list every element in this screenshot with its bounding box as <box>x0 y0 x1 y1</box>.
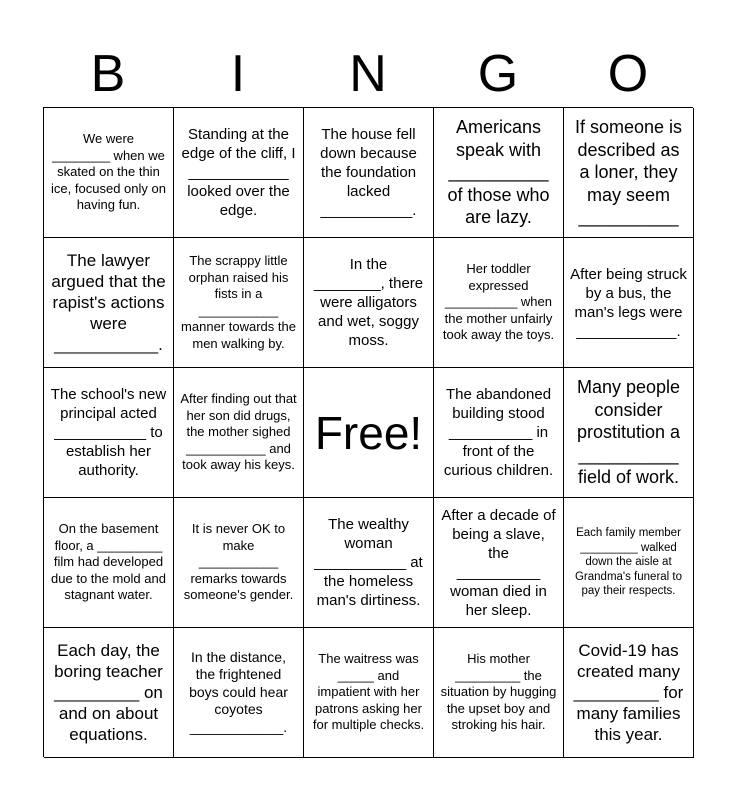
cell-text: We were ________ when we skated on the thin ice, focused only on having fun. <box>51 131 166 213</box>
cell-text: The wealthy woman ___________ at the homeless man's dirtiness. <box>314 516 423 609</box>
bingo-cell <box>564 108 694 238</box>
cell-text: The scrappy little orphan raised his fists in a ___________ manner towards the men walking by. <box>181 253 296 351</box>
bingo-cell <box>44 368 174 498</box>
cell-text: After being struck by a bus, the man's legs were ____________. <box>570 265 687 340</box>
bingo-cell <box>174 108 304 238</box>
bingo-cell <box>434 368 564 498</box>
bingo-cell <box>304 628 434 758</box>
cell-text: Her toddler expressed __________ when the mother unfairly took away the toys. <box>442 261 555 343</box>
cell-text: It is never OK to make ___________ remarks towards someone's gender. <box>183 521 294 603</box>
bingo-cell <box>564 628 694 758</box>
cell-text: The abandoned building stood __________ in front of the curious children. <box>443 386 554 479</box>
bingo-cell <box>564 368 694 498</box>
cell-text: The house fell down because the foundation lacked ___________. <box>320 126 417 219</box>
cell-text: In the ________, there were alligators and wet, soggy moss. <box>313 256 424 349</box>
bingo-header <box>43 40 693 108</box>
header-letter-b: B <box>90 45 126 103</box>
cell-text: Standing at the edge of the cliff, I ____________ looked over the edge. <box>181 126 296 219</box>
cell-text: Many people consider prostitution a __________ field of work. <box>576 377 681 488</box>
bingo-grid <box>43 107 693 757</box>
bingo-cell <box>304 108 434 238</box>
header-letter-n: N <box>349 45 387 103</box>
cell-text: The lawyer argued that the rapist's actions were ___________. <box>51 251 166 354</box>
bingo-cell <box>44 498 174 628</box>
bingo-cell <box>44 238 174 368</box>
bingo-cell <box>304 498 434 628</box>
cell-text: Covid-19 has created many _________ for many families this year. <box>573 641 684 744</box>
bingo-cell <box>434 238 564 368</box>
cell-text: Each family member _________ walked down the aisle at Grandma's funeral to pay their respects. <box>574 527 683 598</box>
bingo-cell <box>434 498 564 628</box>
cell-text: In the distance, the frightened boys could hear coyotes ____________. <box>189 648 288 735</box>
bingo-cell <box>564 238 694 368</box>
cell-text: If someone is described as a loner, they may seem __________ <box>574 117 683 228</box>
header-letter-g: G <box>477 45 519 103</box>
cell-text: His mother _________ the situation by hugging the upset boy and stroking his hair. <box>440 651 557 733</box>
header-letter-i: I <box>230 45 246 103</box>
cell-text: After finding out that her son did drugs, the mother sighed ___________ and took away his keys. <box>180 391 297 473</box>
bingo-cell <box>174 498 304 628</box>
header-letter-o: O <box>607 45 649 103</box>
free-space-text: Free! <box>314 406 423 459</box>
cell-text: On the basement floor, a _________ film had developed due to the mold and stagnant water. <box>51 521 166 603</box>
cell-text: The school's new principal acted ___________ to establish her authority. <box>50 386 167 479</box>
bingo-cell <box>434 108 564 238</box>
bingo-cell <box>434 628 564 758</box>
bingo-cell <box>564 498 694 628</box>
free-cell <box>304 368 434 498</box>
bingo-cell <box>44 628 174 758</box>
cell-text: Americans speak with __________ of those who are lazy. <box>447 117 550 228</box>
cell-text: After a decade of being a slave, the __________ woman died in her sleep. <box>441 506 556 619</box>
bingo-cell <box>174 238 304 368</box>
bingo-cell <box>304 238 434 368</box>
cell-text: Each day, the boring teacher _________ on and on about equations. <box>54 641 163 744</box>
cell-text: The waitress was _____ and impatient with her patrons asking her for multiple checks. <box>312 651 425 733</box>
bingo-cell <box>174 368 304 498</box>
bingo-cell <box>174 628 304 758</box>
bingo-cell <box>44 108 174 238</box>
